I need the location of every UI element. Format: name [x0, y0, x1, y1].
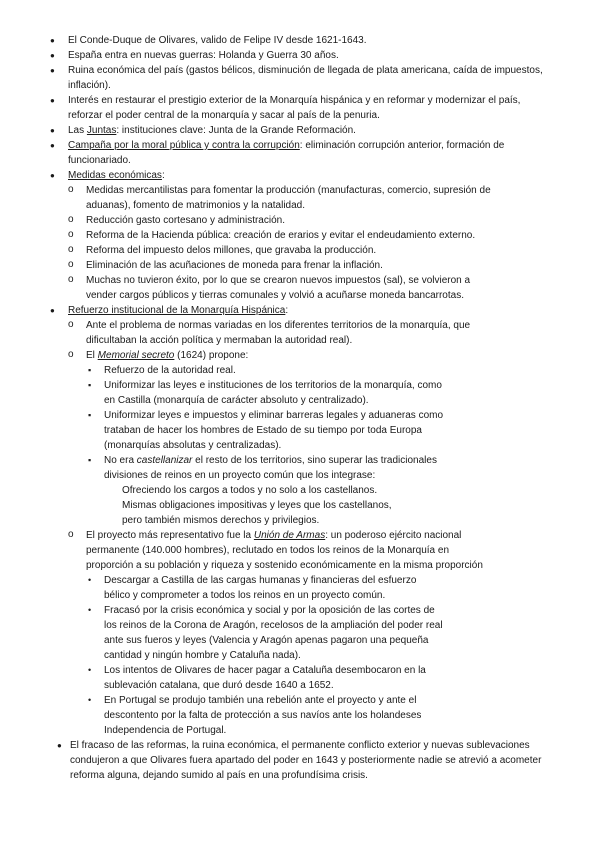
list-item: ● Las Juntas: instituciones clave: Junta de la Grande Reformación. — [0, 123, 600, 138]
section-heading: Medidas económicas — [68, 170, 162, 181]
list-item: o Reducción gasto cortesano y administración. — [0, 213, 548, 228]
list-item: ▪ Uniformizar las leyes e instituciones de los territorios de la monarquía, como en Castilla (monarquía de carácter absoluto y centralizado). — [0, 378, 496, 408]
section-heading: Refuerzo institucional de la Monarquía Hispánica — [68, 305, 286, 316]
italic-term: castellanizar — [136, 455, 193, 466]
list-item: • Fracasó por la crisis económica y social y por la oposición de las cortes de los reinos de la Corona de Aragón, recelosos de la ampliación del poder real ante sus fueros y leyes (Valencia y Aragón apenas pagaron una pequeña cantidad y ningún hombre y Cataluña nada). — [0, 603, 496, 663]
sub-paragraph: Ofreciendo los cargos a todos y no solo a los castellanos. — [122, 485, 378, 496]
list-item: ● Interés en restaurar el prestigio exterior de la Monarquía hispánica y en reformar y modernizar el país, reforzar el poder central de la monarquía y sacar al país de la penuria. — [0, 93, 600, 123]
list-item: ● Campaña por la moral pública y contra la corrupción: eliminación corrupción anterior, formación de funcionariado. — [0, 138, 600, 168]
sub-paragraph: Mismas obligaciones impositivas y leyes que los castellanos, pero también mismos derechos y privilegios. — [122, 500, 392, 526]
medidas-list — [68, 183, 548, 303]
list-item: ▪ Refuerzo de la autoridad real. — [0, 363, 496, 378]
list-item: ● Ruina económica del país (gastos bélicos, disminución de llegada de plata americana, caída de impuestos, inflación). — [0, 63, 600, 93]
final-paragraph: ● El fracaso de las reformas, la ruina económica, el permanente conflicto exterior y nuevas sublevaciones condujeron a que Olivares fuera apartado del poder en 1643 y posteriormente nadie se atrevió a acometer reforma alguna, dejando sumido al país en una profundísima crisis. — [0, 738, 600, 783]
memorial-list — [86, 363, 496, 528]
underlined-term: Juntas — [86, 125, 117, 136]
list-item: • Descargar a Castilla de las cargas humanas y financieras del esfuerzo bélico y comprometer a todos los reinos en un proyecto común. — [0, 573, 496, 603]
list-item: ● España entra en nuevas guerras: Holanda y Guerra 30 años. — [0, 48, 600, 63]
list-item: o Reforma de la Hacienda pública: creación de erarios y evitar el endeudamiento externo. — [0, 228, 548, 243]
section-medidas: ● Medidas económicas: o Medidas mercantilistas para fomentar la producción (manufacturas, comercio, supresión de aduanas), fomento de matrimonios y la natalidad. o Reducción gasto cortesano y administración. o Reforma de la Hacienda pública: creación de erarios y evitar el endeudamiento externo. o Reforma del impuesto delos millones, que gravaba la producción. o Eliminación de las acuñaciones de moneda para frenar la inflación. o Muchas no tuvieron éxito, por lo que se crearon nuevos impuestos (sal), se volvieron a vender cargos públicos y tierras comunales y volvió a acuñarse moneda bancarrotas. — [0, 168, 600, 303]
memorial-title: Memorial secreto — [97, 350, 175, 361]
union-list — [86, 573, 496, 738]
list-item: ▪ Uniformizar leyes e impuestos y eliminar barreras legales y aduaneras como trataban de hacer los hombres de Estado de su tiempo por toda Europa (monarquías absolutas y centralizadas). — [0, 408, 496, 453]
main-bullet-list — [0, 33, 600, 783]
list-item: ● El Conde-Duque de Olivares, valido de Felipe IV desde 1621-1643. — [0, 33, 600, 48]
union-title: Unión de Armas — [253, 530, 326, 541]
list-item: • Los intentos de Olivares de hacer pagar a Cataluña desembocaron en la sublevación catalana, que duró desde 1640 a 1652. — [0, 663, 496, 693]
list-item: o Muchas no tuvieron éxito, por lo que se crearon nuevos impuestos (sal), se volvieron a vender cargos públicos y tierras comunales y volvió a acuñarse moneda bancarrotas. — [0, 273, 548, 303]
list-item: o Reforma del impuesto delos millones, que gravaba la producción. — [0, 243, 548, 258]
list-item-memorial: o El Memorial secreto (1624) propone: ▪ Refuerzo de la autoridad real. ▪ Uniformizar las leyes e instituciones de los territorios de la monarquía, como en Castilla (monarquía de carácter absoluto y centralizado). ▪ Uniformizar leyes e impuestos y eliminar barreras legales y aduaneras como trataban de hacer los hombres de Estado de su tiempo por toda Europa (monarquías absolutas y centralizadas). ▪ No era castellanizar el resto de los territorios, sino superar las tradicionales divisiones de reinos en un proyecto común que los integrase: Ofreciendo los cargos a todos y no solo a los castellanos. Mismas obligaciones impositivas y leyes que los castellanos, pero también mismos derechos y privilegios. — [0, 348, 548, 528]
refuerzo-list — [68, 318, 548, 738]
document-page — [0, 33, 600, 783]
list-item: o Medidas mercantilistas para fomentar la producción (manufacturas, comercio, supresión de aduanas), fomento de matrimonios y la natalidad. — [0, 183, 548, 213]
list-item: ▪ No era castellanizar el resto de los territorios, sino superar las tradicionales divisiones de reinos en un proyecto común que los integrase: Ofreciendo los cargos a todos y no solo a los castellanos. Mismas obligaciones impositivas y leyes que los castellanos, pero también mismos derechos y privilegios. — [0, 453, 496, 528]
list-item: o Eliminación de las acuñaciones de moneda para frenar la inflación. — [0, 258, 548, 273]
underlined-term: Campaña por la moral pública y contra la corrupción — [68, 140, 300, 151]
list-item-union: o El proyecto más representativo fue la Unión de Armas: un poderoso ejército nacional permanente (140.000 hombres), reclutado en todos los reinos de la Monarquía en proporción a su población y riqueza y sostenido económicamente en la misma proporción • Descargar a Castilla de las cargas humanas y financieras del esfuerzo bélico y comprometer a todos los reinos en un proyecto común. • Fracasó por la crisis económica y social y por la oposición de las cortes de los reinos de la Corona de Aragón, recelosos de la ampliación del poder real ante sus fueros y leyes (Valencia y Aragón apenas pagaron una pequeña cantidad y ningún hombre y Cataluña nada). • Los intentos de Olivares de hacer pagar a Cataluña desembocaron en la sublevación catalana, que duró desde 1640 a 1652. • En Portugal se produjo también una rebelión ante el proyecto y ante el descontento por la falta de protección a sus navíos ante los holandeses Independencia de Portugal. — [0, 528, 548, 738]
list-item: o Ante el problema de normas variadas en los diferentes territorios de la monarquía, que dificultaban la acción política y mermaban la autoridad real). — [0, 318, 548, 348]
list-item: • En Portugal se produjo también una rebelión ante el proyecto y ante el descontento por la falta de protección a sus navíos ante los holandeses Independencia de Portugal. — [0, 693, 496, 738]
section-refuerzo: ● Refuerzo institucional de la Monarquía Hispánica: o Ante el problema de normas variadas en los diferentes territorios de la monarquía, que dificultaban la acción política y mermaban la autoridad real). o El Memorial secreto (1624) propone: ▪ Refuerzo de la autoridad real. ▪ Uniformizar las leyes e instituciones de los territorios de la monarquía, como en Castilla (monarquía de carácter absoluto y centralizado). ▪ Uniformizar leyes e impuestos y eliminar barreras legales y aduaneras como trataban de hacer los hombres de Estado de su tiempo por toda Europa (monarquías absolutas y centralizadas). ▪ No era castellanizar el resto de los territorios, sino superar las tradicionales divisiones de reinos en un proyecto común que los integrase: Ofreciendo los cargos a todos y no solo a los castellanos. Mismas obligaciones impositivas y leyes que los castellanos, pero también mismos derechos y privilegios. o El proyecto más representativo fue la Unión de Armas: un poderoso ejército nacional permanente (140.000 hombres), reclutado en todos los reinos de la Monarquía en proporción a su población y riqueza y sostenido económicamente en la misma proporción • Descargar a Castilla de las cargas humanas y financieras del esfuerzo bélico y comprometer a todos los reinos en un proyecto común. • Fracasó por la crisis económica y social y por la oposición de las cortes de los reinos de la Corona de Aragón, recelosos de la ampliación del poder real ante sus fueros y leyes (Valencia y Aragón apenas pagaron una pequeña cantidad y ningún hombre y Cataluña nada). • Los intentos de Olivares de hacer pagar a Cataluña desembocaron en la sublevación catalana, que duró desde 1640 a 1652. • En Portugal se produjo también una rebelión ante el proyecto y ante el descontento por la falta de protección a sus navíos ante los holandeses Independencia de Portugal. — [0, 303, 600, 738]
